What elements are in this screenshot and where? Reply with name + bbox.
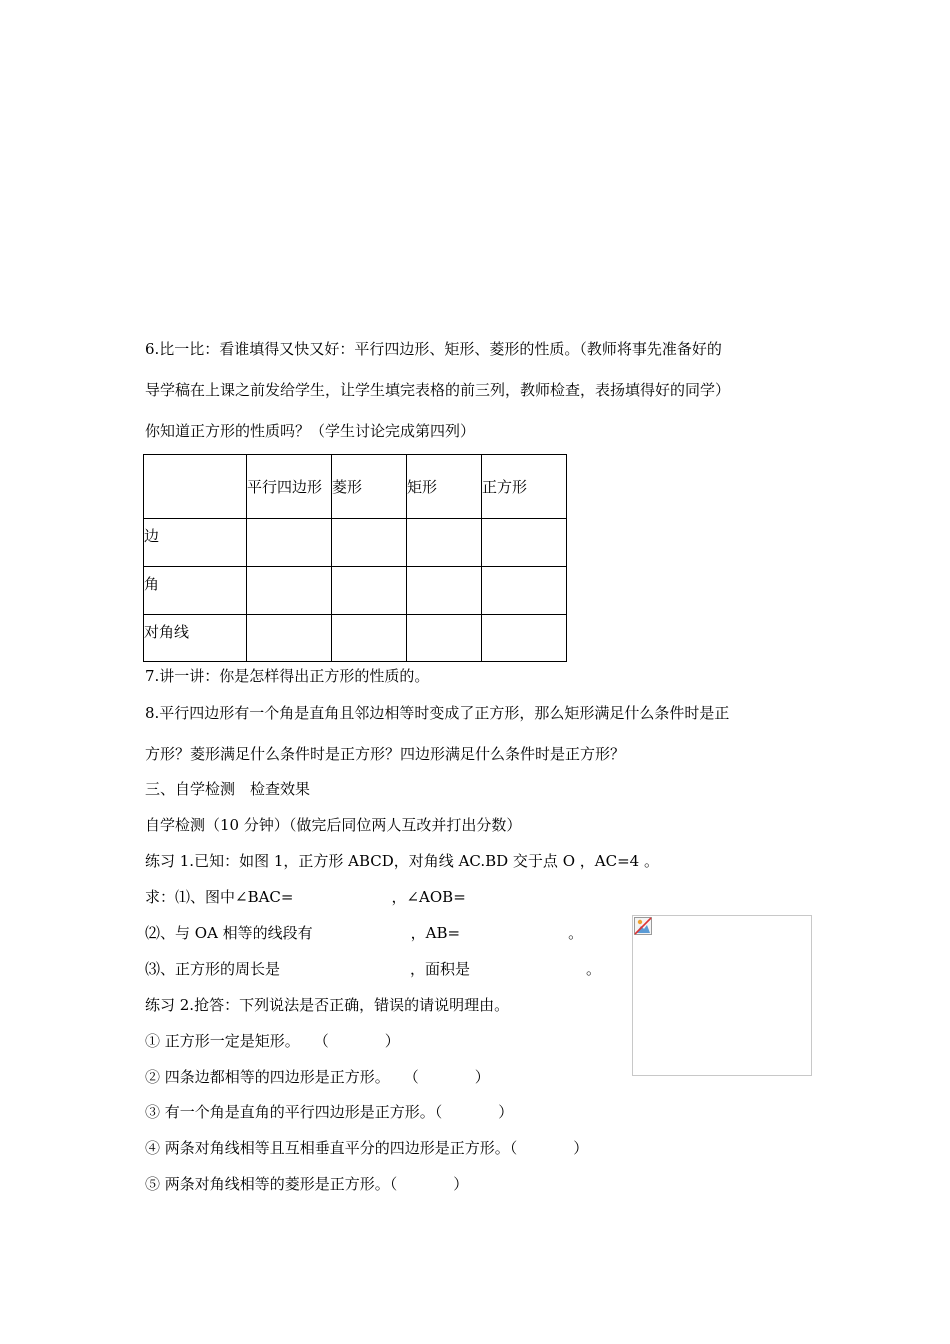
table-row — [144, 615, 567, 662]
header-parallelogram: 平行四边形 — [247, 455, 332, 519]
figure-1-image — [632, 915, 812, 1076]
answer-paren-close: ） — [453, 1175, 469, 1193]
item6-line1: 6.比一比：看谁填得又快又好：平行四边形、矩形、菱形的性质。（教师将事先准备好的 — [145, 340, 722, 358]
answer-paren-close: ） — [474, 1068, 490, 1086]
ex1-q3-part-c: 。 — [586, 960, 602, 978]
item6-line3: 你知道正方形的性质吗？（学生讨论完成第四列） — [145, 422, 476, 440]
ex1-q2-part-b: ，AB= — [410, 924, 461, 942]
ex2-intro: 练习 2.抢答：下列说法是否正确，错误的请说明理由。 — [145, 996, 510, 1014]
answer-paren-open: （ — [509, 1139, 518, 1157]
header-square: 正方形 — [482, 455, 567, 519]
ex1-q1 — [145, 887, 466, 907]
answer-paren-open: （ — [403, 1068, 419, 1086]
statement-text: ④ 两条对角线相等且互相垂直平分的四边形是正方形。 — [145, 1139, 510, 1157]
answer-paren-close: ） — [573, 1139, 589, 1157]
answer-paren-open: （ — [389, 1175, 398, 1193]
table-cell[interactable] — [332, 615, 407, 662]
ex2-item-4 — [145, 1138, 588, 1158]
table-cell[interactable] — [407, 567, 482, 615]
statement-text: ③ 有一个角是直角的平行四边形是正方形。 — [145, 1103, 435, 1121]
table-cell[interactable] — [407, 615, 482, 662]
ex1-q3 — [145, 959, 601, 979]
ex2-item-3 — [145, 1102, 513, 1122]
table-cell[interactable] — [482, 615, 567, 662]
ex1-q1-part-b: ，∠AOB= — [391, 888, 466, 906]
ex2-item-5 — [145, 1174, 468, 1194]
table-cell[interactable] — [332, 567, 407, 615]
answer-paren-close: ） — [498, 1103, 514, 1121]
row-label-angles: 角 — [144, 567, 247, 615]
header-rhombus: 菱形 — [332, 455, 407, 519]
answer-paren-open: （ — [313, 1032, 329, 1050]
item8-line1: 8.平行四边形有一个角是直角且邻边相等时变成了正方形，那么矩形满足什么条件时是正 — [145, 704, 730, 722]
table-cell[interactable] — [482, 567, 567, 615]
broken-image-icon — [634, 917, 652, 935]
row-label-sides: 边 — [144, 519, 247, 567]
section3-heading: 三、自学检测 检查效果 — [145, 780, 311, 798]
header-rectangle: 矩形 — [407, 455, 482, 519]
table-cell[interactable] — [247, 615, 332, 662]
table-corner-cell — [144, 455, 247, 519]
table-row — [144, 567, 567, 615]
statement-text: ② 四条边都相等的四边形是正方形。 — [145, 1068, 390, 1086]
statement-text: ⑤ 两条对角线相等的菱形是正方形。 — [145, 1175, 390, 1193]
table-cell[interactable] — [332, 519, 407, 567]
table-cell[interactable] — [247, 519, 332, 567]
table-cell[interactable] — [407, 519, 482, 567]
table-header-row — [144, 455, 567, 519]
ex1-q3-part-b: ，面积是 — [410, 960, 471, 978]
ex1-q2-part-a: ⑵、与 OA 相等的线段有 — [145, 924, 313, 942]
item6-line2: 导学稿在上课之前发给学生，让学生填完表格的前三列，教师检查，表扬填得好的同学） — [145, 381, 731, 399]
item7: 7.讲一讲：你是怎样得出正方形的性质的。 — [145, 667, 430, 685]
statement-text: ① 正方形一定是矩形。 — [145, 1032, 300, 1050]
ex2-item-1 — [145, 1031, 400, 1051]
answer-paren-close: ） — [384, 1032, 400, 1050]
row-label-diagonals: 对角线 — [144, 615, 247, 662]
table-cell[interactable] — [247, 567, 332, 615]
table-cell[interactable] — [482, 519, 567, 567]
answer-paren-open: （ — [434, 1103, 443, 1121]
table-row — [144, 519, 567, 567]
ex1-q2 — [145, 923, 583, 943]
ex2-item-2 — [145, 1067, 490, 1087]
ex1-q2-part-c: 。 — [568, 924, 584, 942]
ex1-q1-part-a: 求：⑴、图中∠BAC= — [145, 888, 294, 906]
properties-table — [143, 454, 567, 662]
ex1-q3-part-a: ⑶、正方形的周长是 — [145, 960, 281, 978]
item8-line2: 方形？菱形满足什么条件时是正方形？四边形满足什么条件时是正方形？ — [145, 745, 626, 763]
selftest-heading: 自学检测（10 分钟）（做完后同位两人互改并打出分数） — [145, 816, 522, 834]
ex1-intro: 练习 1.已知：如图 1，正方形 ABCD，对角线 AC.BD 交于点 O ，AC=4 。 — [145, 852, 659, 870]
